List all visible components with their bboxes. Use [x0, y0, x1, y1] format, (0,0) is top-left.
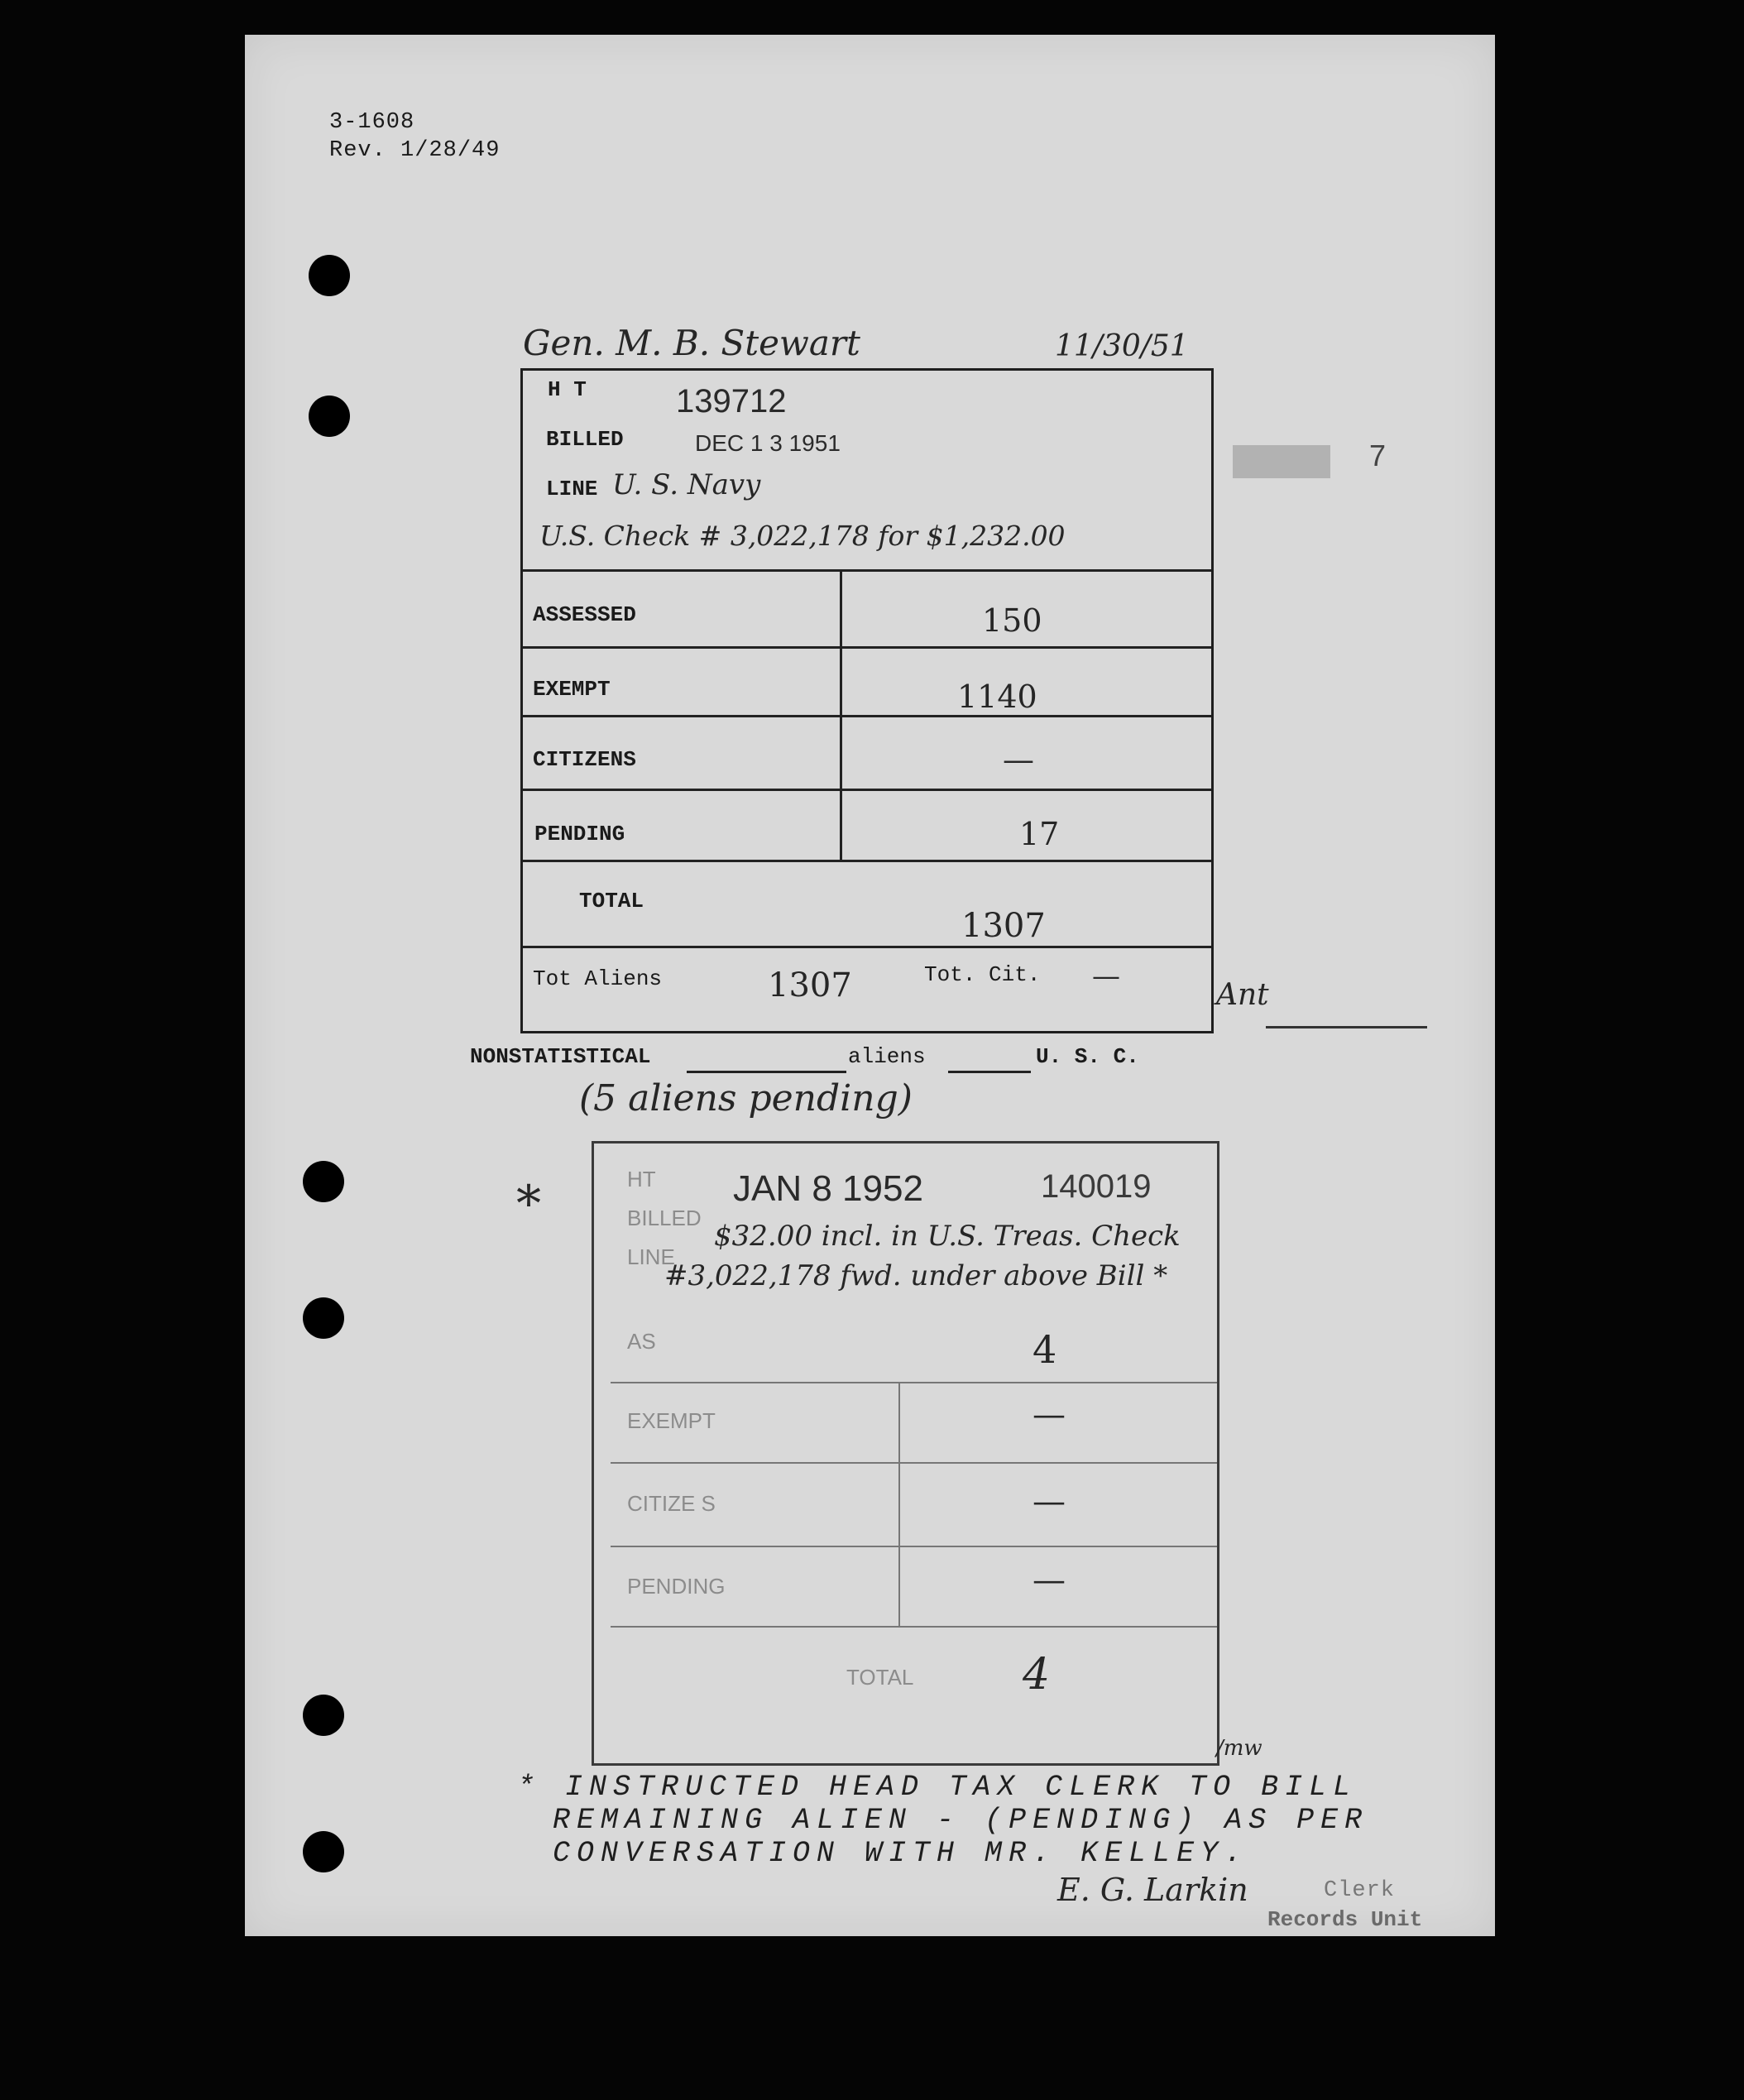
aliens-label: aliens [848, 1044, 926, 1069]
line-label-2: LINE [627, 1244, 675, 1269]
pending-label-2: PENDING [627, 1574, 726, 1599]
punch-hole [303, 1297, 344, 1339]
initials-bill2: /mw [1216, 1736, 1262, 1761]
exempt-label-2: EXEMPT [627, 1408, 716, 1433]
form-number: 3-1608 [329, 110, 415, 135]
exempt-label: EXEMPT [533, 677, 611, 702]
assessed-label-2: AS [627, 1329, 656, 1354]
assessed-value: 150 [982, 602, 1042, 639]
stamp-smudge [1233, 445, 1330, 478]
pending-label: PENDING [534, 822, 625, 846]
footer-note-line1: * INSTRUCTED HEAD TAX CLERK TO BILL [517, 1771, 1358, 1804]
billed-date: DEC 1 3 1951 [695, 430, 841, 456]
total-value-2: 4 [1023, 1650, 1051, 1700]
line-label: LINE [546, 477, 598, 501]
exempt-value: 1140 [957, 678, 1037, 715]
citizens-label-2: CITIZE S [627, 1491, 716, 1516]
bill2-date: JAN 8 1952 [733, 1168, 923, 1209]
citizens-value-2: — [1033, 1483, 1066, 1521]
nonstat-blank-2 [948, 1071, 1031, 1073]
signature: E. G. Larkin [1057, 1872, 1248, 1908]
usc-label: U. S. C. [1036, 1044, 1139, 1069]
check-note: U.S. Check # 3,022,178 for $1,232.00 [539, 520, 1066, 552]
initials-underline [1266, 1026, 1427, 1028]
handwritten-name: Gen. M. B. Stewart [523, 323, 860, 363]
exempt-value-2: — [1033, 1396, 1066, 1434]
bill-form-1 [520, 368, 1214, 1033]
punch-hole [309, 396, 350, 437]
citizens-label: CITIZENS [533, 747, 636, 772]
initials-bill1: Ant [1216, 978, 1269, 1012]
tot-aliens-label: Tot Aliens [533, 966, 663, 991]
total-value: 1307 [961, 907, 1046, 945]
total-label: TOTAL [579, 889, 644, 913]
bill2-note-line1: $32.00 incl. in U.S. Treas. Check [714, 1220, 1181, 1253]
punch-hole [303, 1831, 344, 1872]
total-label-2: TOTAL [846, 1665, 914, 1690]
tot-aliens-value: 1307 [768, 966, 852, 1004]
punch-hole [303, 1695, 344, 1736]
assessed-label: ASSESSED [533, 602, 636, 627]
pending-aliens-note: (5 aliens pending) [579, 1077, 913, 1120]
bill-number: 139712 [676, 383, 787, 420]
punch-hole [303, 1161, 344, 1202]
billed-label: BILLED [546, 427, 624, 452]
ht-label-2: HT [627, 1167, 656, 1191]
clerk-label: Clerk [1324, 1878, 1396, 1903]
assessed-value-2: 4 [1033, 1327, 1057, 1372]
nonstat-blank-1 [687, 1071, 846, 1073]
nonstatistical-label: NONSTATISTICAL [470, 1044, 651, 1069]
tot-cit-value: — [1092, 960, 1120, 993]
bill2-note-line2: #3,022,178 fwd. under above Bill * [664, 1259, 1168, 1292]
line-value: U. S. Navy [612, 468, 761, 501]
asterisk-mark: * [516, 1175, 541, 1233]
citizens-value: — [1003, 741, 1034, 778]
pending-value: 17 [1019, 816, 1060, 852]
billed-label-2: BILLED [627, 1206, 702, 1230]
tot-cit-label: Tot. Cit. [924, 962, 1041, 987]
bill2-number: 140019 [1041, 1168, 1152, 1205]
margin-mark: 7 [1369, 439, 1387, 472]
footer-note-line3: CONVERSATION WITH MR. KELLEY. [553, 1837, 1249, 1870]
handwritten-date: 11/30/51 [1055, 329, 1189, 363]
punch-hole [309, 255, 350, 296]
ht-label: H T [548, 377, 587, 402]
pending-value-2: — [1033, 1561, 1066, 1599]
bill-form-2 [592, 1141, 1219, 1766]
form-revision: Rev. 1/28/49 [329, 138, 501, 163]
records-unit-label: Records Unit [1267, 1907, 1423, 1932]
footer-note-line2: REMAINING ALIEN - (PENDING) AS PER [553, 1804, 1369, 1837]
